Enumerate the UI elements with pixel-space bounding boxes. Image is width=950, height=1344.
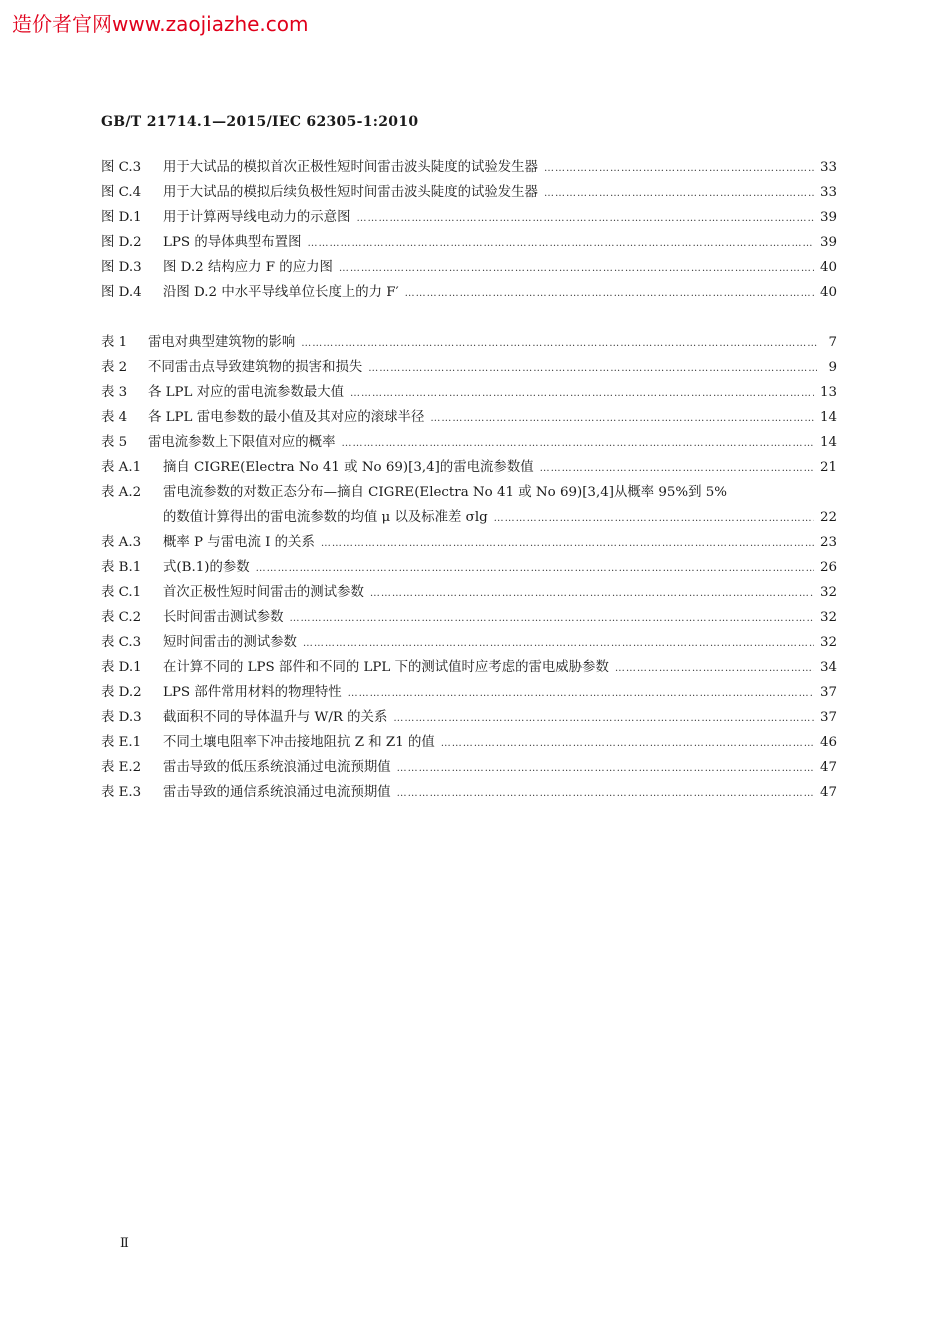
entry-page: 40 <box>819 260 837 275</box>
leader-dots <box>348 688 814 699</box>
leader-dots <box>290 613 814 624</box>
toc-entry[interactable] <box>101 281 837 306</box>
entry-title: 各 LPL 对应的雷电流参数最大值 <box>148 385 344 400</box>
entry-number: 表 2 <box>101 360 128 375</box>
entry-title: 概率 P 与雷电流 I 的关系 <box>163 535 315 550</box>
entry-page: 23 <box>819 535 837 550</box>
entry-title: 不同雷击点导致建筑物的损害和损失 <box>148 360 363 375</box>
leader-dots <box>256 563 814 574</box>
leader-dots <box>341 438 813 449</box>
entry-number: 表 E.2 <box>101 760 142 775</box>
entry-page: 33 <box>819 185 837 200</box>
entry-number: 表 A.1 <box>101 460 142 475</box>
toc-entry[interactable] <box>101 206 837 231</box>
toc-entry[interactable] <box>101 606 837 631</box>
toc-entry[interactable] <box>101 181 837 206</box>
toc-entry[interactable] <box>101 406 837 431</box>
entry-title: 用于大试品的模拟首次正极性短时间雷击波头陡度的试验发生器 <box>163 160 538 175</box>
entry-page: 47 <box>819 760 837 775</box>
toc-entry[interactable] <box>101 756 837 781</box>
entry-page: 39 <box>819 210 837 225</box>
entry-title: 雷电流参数上下限值对应的概率 <box>148 435 336 450</box>
page-number: Ⅱ <box>120 1236 129 1251</box>
entry-title: 用于大试品的模拟后续负极性短时间雷击波头陡度的试验发生器 <box>163 185 538 200</box>
entry-page: 22 <box>819 510 837 525</box>
leader-dots <box>368 363 817 374</box>
figure-list <box>101 156 837 306</box>
entry-title: 首次正极性短时间雷击的测试参数 <box>163 585 364 600</box>
entry-page: 14 <box>819 410 837 425</box>
leader-dots <box>393 713 814 724</box>
entry-number: 表 C.1 <box>101 585 142 600</box>
entry-page: 39 <box>819 235 837 250</box>
toc-entry[interactable] <box>101 781 837 806</box>
entry-number: 表 4 <box>101 410 128 425</box>
entry-page: 37 <box>819 685 837 700</box>
entry-page: 32 <box>819 635 837 650</box>
entry-title: 各 LPL 雷电参数的最小值及其对应的滚球半径 <box>148 410 425 425</box>
toc-entry[interactable] <box>101 156 837 181</box>
entry-number: 图 D.3 <box>101 260 142 275</box>
leader-dots <box>356 213 813 224</box>
standard-header: GB/T 21714.1—2015/IEC 62305-1:2010 <box>101 114 419 130</box>
entry-number: 表 E.3 <box>101 785 142 800</box>
toc-entry[interactable] <box>101 631 837 656</box>
entry-title: 在计算不同的 LPS 部件和不同的 LPL 下的测试值时应考虑的雷电威胁参数 <box>163 660 609 675</box>
entry-page: 32 <box>819 585 837 600</box>
leader-dots <box>303 638 814 649</box>
entry-page: 21 <box>819 460 837 475</box>
table-list <box>101 331 837 806</box>
entry-title: 短时间雷击的测试参数 <box>163 635 297 650</box>
entry-title: 图 D.2 结构应力 F 的应力图 <box>163 260 333 275</box>
toc-entry[interactable] <box>101 681 837 706</box>
toc-entry[interactable] <box>101 381 837 406</box>
entry-title: 不同土壤电阻率下冲击接地阻抗 Z 和 Z1 的值 <box>163 735 435 750</box>
entry-page: 9 <box>828 360 837 375</box>
leader-dots <box>430 413 814 424</box>
entry-number: 图 D.2 <box>101 235 142 250</box>
entry-page: 37 <box>819 710 837 725</box>
entry-title: LPS 部件常用材料的物理特性 <box>163 685 342 700</box>
toc-entry[interactable] <box>101 331 837 356</box>
toc-entry[interactable] <box>101 656 837 681</box>
entry-number: 表 E.1 <box>101 735 142 750</box>
toc-entry[interactable] <box>101 356 837 381</box>
entry-number: 表 A.3 <box>101 535 142 550</box>
entry-number: 表 C.3 <box>101 635 142 650</box>
entry-number: 表 D.3 <box>101 710 142 725</box>
leader-dots <box>307 238 813 249</box>
entry-title: 雷电对典型建筑物的影响 <box>148 335 296 350</box>
entry-number: 表 C.2 <box>101 610 142 625</box>
toc-entry[interactable] <box>101 231 837 256</box>
toc-entry[interactable] <box>101 456 837 481</box>
entry-page: 7 <box>828 335 837 350</box>
entry-page: 34 <box>819 660 837 675</box>
entry-page: 33 <box>819 160 837 175</box>
toc-entry[interactable] <box>101 556 837 581</box>
leader-dots <box>540 463 814 474</box>
leader-dots <box>350 388 814 399</box>
leader-dots <box>397 788 814 799</box>
entry-number: 图 C.4 <box>101 185 142 200</box>
entry-page: 46 <box>819 735 837 750</box>
toc-entry[interactable] <box>101 431 837 456</box>
leader-dots <box>301 338 817 349</box>
leader-dots <box>339 263 814 274</box>
toc-entry[interactable] <box>101 706 837 731</box>
entry-page: 32 <box>819 610 837 625</box>
leader-dots <box>441 738 814 749</box>
entry-number: 表 D.1 <box>101 660 142 675</box>
leader-dots <box>615 663 814 674</box>
entry-title: 雷击导致的通信系统浪涌过电流预期值 <box>163 785 391 800</box>
entry-page: 40 <box>819 285 837 300</box>
entry-number: 图 D.1 <box>101 210 142 225</box>
toc-entry[interactable] <box>101 731 837 756</box>
entry-title: 长时间雷击测试参数 <box>163 610 284 625</box>
leader-dots <box>405 288 814 299</box>
entry-page: 13 <box>819 385 837 400</box>
entry-page: 26 <box>819 560 837 575</box>
entry-number: 表 A.2 <box>101 485 142 500</box>
entry-title: 用于计算两导线电动力的示意图 <box>163 210 351 225</box>
leader-dots <box>321 538 814 549</box>
leader-dots <box>494 513 814 524</box>
entry-number: 表 5 <box>101 435 128 450</box>
entry-number: 表 1 <box>101 335 128 350</box>
entry-title-line2: 的数值计算得出的雷电流参数的均值 μ 以及标准差 σlg <box>163 510 488 525</box>
entry-title: 雷击导致的低压系统浪涌过电流预期值 <box>163 760 391 775</box>
entry-title-line1: 雷电流参数的对数正态分布—摘自 CIGRE(Electra No 41 或 No 69)[3,4]从概率 95%到 5% <box>163 485 728 500</box>
entry-title: LPS 的导体典型布置图 <box>163 235 302 250</box>
entry-number: 图 C.3 <box>101 160 142 175</box>
entry-number: 图 D.4 <box>101 285 142 300</box>
leader-dots <box>370 588 814 599</box>
watermark: 造价者官网www.zaojiazhe.com <box>12 12 309 36</box>
entry-title: 截面积不同的导体温升与 W/R 的关系 <box>163 710 388 725</box>
toc-entry-multiline[interactable] <box>101 481 837 531</box>
entry-title: 沿图 D.2 中水平导线单位长度上的力 F′ <box>163 285 399 300</box>
entry-title: 摘自 CIGRE(Electra No 41 或 No 69)[3,4]的雷电流参数值 <box>163 460 534 475</box>
leader-dots <box>544 188 814 199</box>
entry-page: 14 <box>819 435 837 450</box>
toc-entry[interactable] <box>101 256 837 281</box>
entry-number: 表 D.2 <box>101 685 142 700</box>
toc-entry[interactable] <box>101 581 837 606</box>
entry-number: 表 3 <box>101 385 128 400</box>
leader-dots <box>544 163 814 174</box>
entry-number: 表 B.1 <box>101 560 142 575</box>
leader-dots <box>397 763 814 774</box>
toc-entry[interactable] <box>101 531 837 556</box>
entry-title: 式(B.1)的参数 <box>163 560 250 575</box>
entry-page: 47 <box>819 785 837 800</box>
